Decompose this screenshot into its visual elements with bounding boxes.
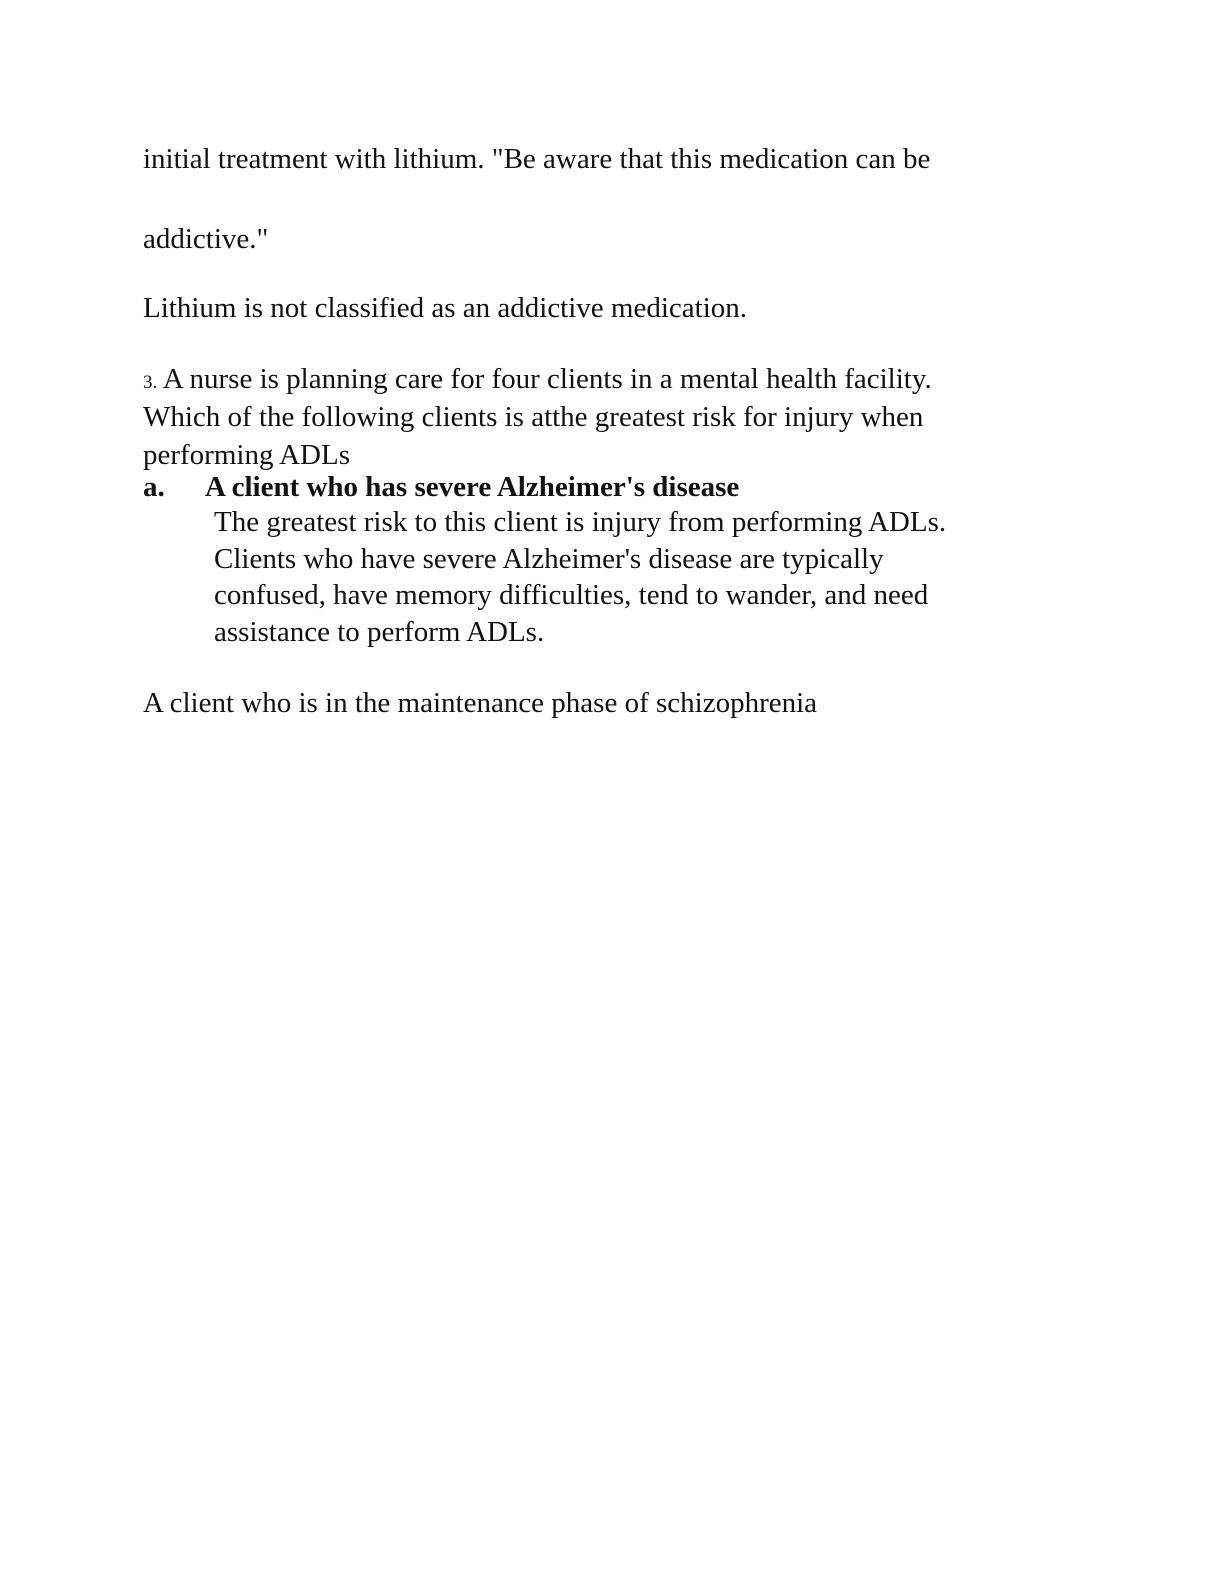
rationale-line: assistance to perform ADLs.: [214, 615, 545, 648]
answer-text: A client who has severe Alzheimer's disease: [205, 471, 740, 503]
answer-letter: a.: [143, 471, 165, 503]
text-line: addictive.": [143, 223, 269, 255]
rationale-line: Clients who have severe Alzheimer's disease are typically: [214, 542, 884, 575]
question-number: 3.: [143, 372, 158, 393]
rationale-text: Lithium is not classified as an addictive medication.: [143, 292, 748, 324]
text-line: initial treatment with lithium. "Be aware that this medication can be: [143, 143, 931, 175]
question-text-line: performing ADLs: [143, 439, 350, 471]
answer-option: A client who is in the maintenance phase of schizophrenia: [143, 687, 818, 719]
question-first-line: [143, 362, 932, 400]
question-text-line: A nurse is planning care for four clients in a mental health facility.: [162, 363, 932, 395]
rationale-line: confused, have memory difficulties, tend to wander, and need: [214, 579, 929, 611]
answer-rationale: [214, 504, 946, 650]
correct-answer: [143, 470, 739, 504]
question-text-line: Which of the following clients is atthe greatest risk for injury when: [143, 401, 924, 433]
rationale-line: The greatest risk to this client is injury from performing ADLs.: [214, 506, 947, 538]
